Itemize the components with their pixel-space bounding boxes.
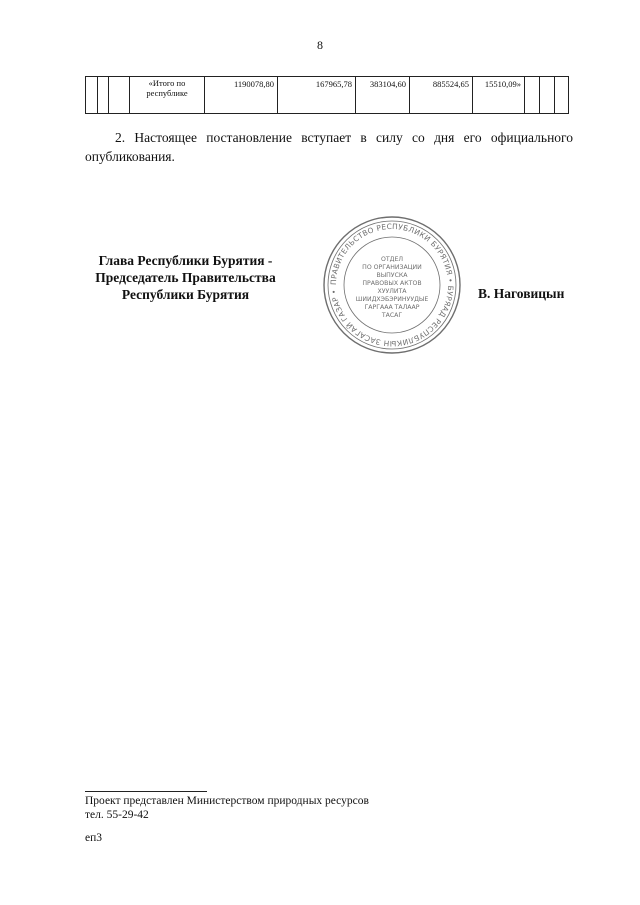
table-cell-label: «Итого по республике	[130, 77, 205, 114]
seal-center-line: ВЫПУСКА	[376, 272, 408, 279]
footnote	[85, 794, 369, 822]
table-cell-empty	[525, 77, 540, 114]
table-cell-empty	[98, 77, 109, 114]
seal-center-line: ПО ОРГАНИЗАЦИИ	[362, 264, 422, 271]
summary-table	[85, 76, 569, 114]
page-number: 8	[317, 38, 323, 52]
signer-title-line: Республики Бурятия	[121, 287, 250, 302]
seal-center-line: ГАРГААА ТАЛААР	[364, 304, 420, 311]
table-cell-empty	[109, 77, 130, 114]
footnote-line: тел. 55-29-42	[85, 809, 149, 821]
table-cell-empty	[86, 77, 98, 114]
document-code: еп3	[85, 832, 103, 844]
table-cell-value: 885524,65	[410, 77, 473, 114]
seal-center-line: ПРАВОВЫХ АКТОВ	[362, 280, 422, 287]
table-cell-value: 1190078,80	[205, 77, 278, 114]
table-cell-value: 167965,78	[278, 77, 356, 114]
seal-center-line: ОТДЕЛ	[380, 256, 404, 263]
seal-outer-text: ПРАВИТЕЛЬСТВО РЕСПУБЛИКИ БУРЯТИЯ • БУРЯАД РЕСПУБЛИКЫН ЗАСАГАЙ ГАЗАР •	[328, 221, 456, 349]
table-cell-empty	[555, 77, 569, 114]
official-seal-icon	[322, 215, 462, 355]
signer-name: В. Наговицын	[478, 286, 565, 301]
resolution-paragraph: 2. Настоящее постановление вступает в силу со дня его официального опубликования.	[85, 130, 573, 164]
footnote-line: Проект представлен Министерством природных ресурсов	[85, 795, 369, 807]
table-row	[86, 77, 569, 114]
footnote-divider	[85, 791, 207, 792]
signer-title	[78, 252, 293, 303]
seal-center-line: ШИИДХЭБЭРИНУУДЫЕ	[355, 296, 429, 303]
table-cell-empty	[540, 77, 555, 114]
seal-center-line: ТАСАГ	[381, 312, 403, 319]
table-cell-value: 15510,09»	[473, 77, 525, 114]
signer-title-line: Глава Республики Бурятия -	[98, 253, 273, 268]
table-cell-value: 383104,60	[356, 77, 410, 114]
seal-center-line: ХУУЛИТА	[377, 288, 407, 295]
signer-title-line: Председатель Правительства	[95, 270, 276, 285]
